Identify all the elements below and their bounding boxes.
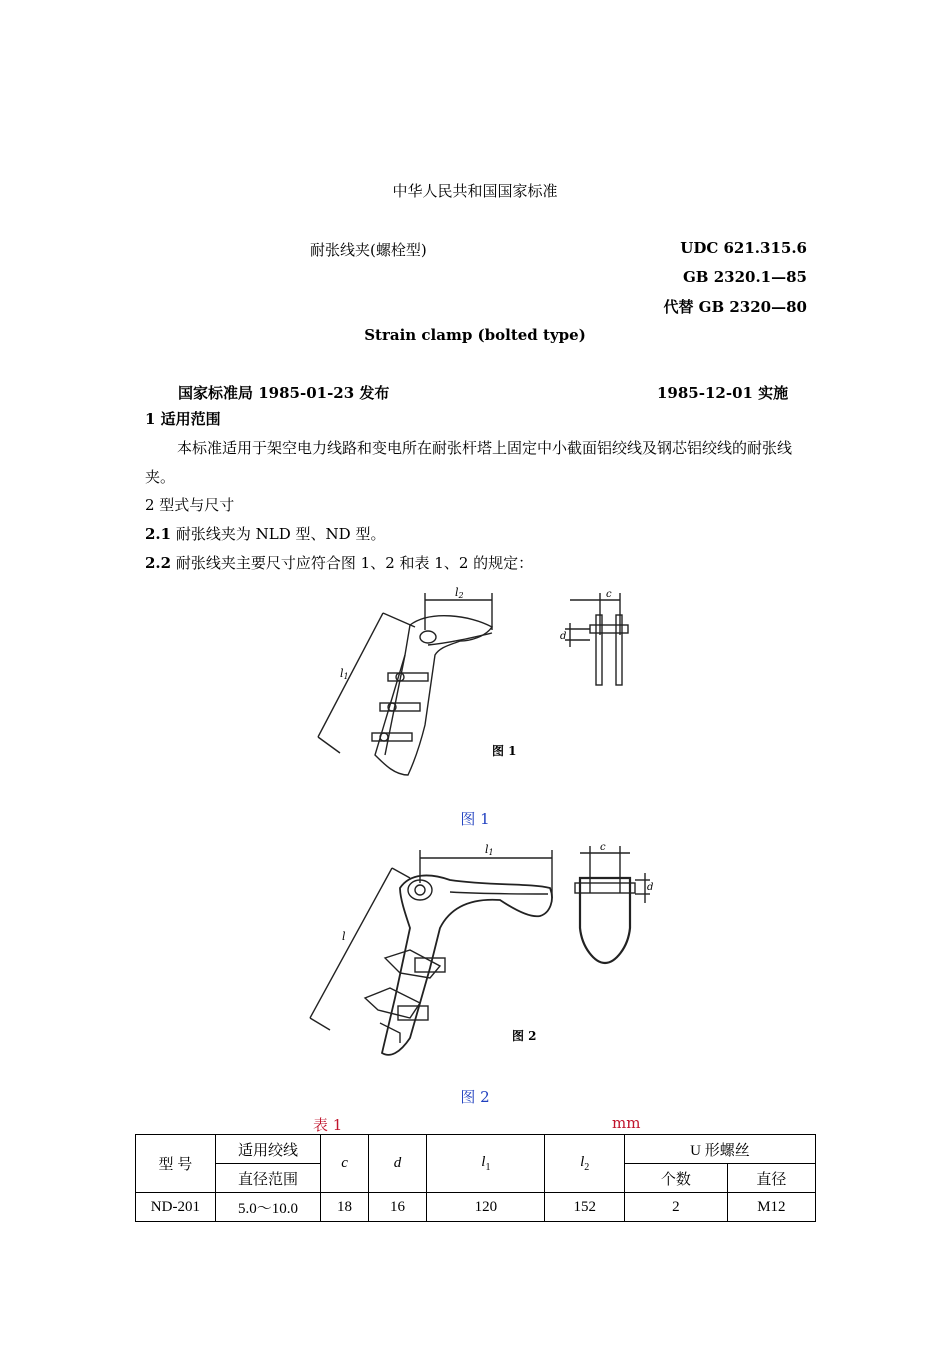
header-count: 个数 <box>624 1164 727 1193</box>
replaces-code: 代替 GB 2320—80 <box>663 298 807 316</box>
cell-model: ND-201 <box>136 1193 216 1222</box>
fig2-d-label: d <box>647 882 654 893</box>
header-model: 型 号 <box>136 1135 216 1193</box>
section-2-2-text: 耐张线夹主要尺寸应符合图 1、2 和表 1、2 的规定： <box>171 554 534 572</box>
section-2-1-text: 耐张线夹为 NLD 型、ND 型。 <box>171 525 386 543</box>
effective-date: 1985-12-01 实施 <box>657 384 789 402</box>
figure-2-drawing <box>300 838 670 1068</box>
section-2-1 <box>145 520 807 549</box>
cell-count: 2 <box>624 1193 727 1222</box>
cell-l1: 120 <box>427 1193 545 1222</box>
figure-1-caption: 图 1 <box>460 810 490 828</box>
fig2-l-label: l <box>342 930 346 943</box>
header-l2: $l_2$ <box>545 1135 624 1193</box>
header-l1: $l_1$ <box>427 1135 545 1193</box>
table-1-unit: mm <box>612 1114 641 1132</box>
cell-l2: 152 <box>545 1193 624 1222</box>
fig1-l2-label: l2 <box>455 586 464 600</box>
fig1-l1-label: l1 <box>340 667 349 681</box>
standard-name: 耐张线夹(螺栓型) <box>310 241 427 259</box>
issued-date: 国家标准局 1985-01-23 发布 <box>178 384 390 402</box>
dim-l1-line <box>318 613 383 737</box>
figure-1-drawing <box>300 585 650 790</box>
gb-code: GB 2320.1—85 <box>683 268 807 286</box>
udc-code: UDC 621.315.6 <box>680 239 807 257</box>
header-d: d <box>368 1135 427 1193</box>
table-1 <box>135 1134 816 1222</box>
header-dia: 直径 <box>727 1164 815 1193</box>
fig2-inner-label: 图 2 <box>512 1029 537 1043</box>
header-c: c <box>321 1135 368 1193</box>
document-title: 中华人民共和国国家标准 <box>392 182 558 200</box>
fig1-d-label: d <box>560 631 567 642</box>
cell-c: 18 <box>321 1193 368 1222</box>
figure-2-caption: 图 2 <box>460 1088 490 1106</box>
section-2-1-number: 2.1 <box>145 525 172 543</box>
section-2-2-number: 2.2 <box>145 554 172 572</box>
section-2-2 <box>145 549 807 578</box>
header-range-line1: 适用绞线 <box>215 1135 321 1164</box>
cell-d: 16 <box>368 1193 427 1222</box>
fig2-c-label: c <box>600 842 606 853</box>
table-row <box>136 1193 816 1222</box>
header-range-line2: 直径范围 <box>215 1164 321 1193</box>
fig1-inner-label: 图 1 <box>492 744 517 758</box>
section-1-title: 1 适用范围 <box>145 410 221 428</box>
cell-dia: M12 <box>727 1193 815 1222</box>
english-title: Strain clamp (bolted type) <box>364 326 586 344</box>
cell-range: 5.0～10.0 <box>215 1193 321 1222</box>
fig2-l1-label: l1 <box>485 843 494 857</box>
section-2-title: 2 型式与尺寸 <box>145 496 235 514</box>
section-1-text: 本标准适用于架空电力线路和变电所在耐张杆塔上固定中小截面铝绞线及钢芯铝绞线的耐张线夹。 <box>145 439 793 486</box>
table-1-title: 表 1 <box>313 1116 343 1134</box>
fig1-c-label: c <box>606 589 612 600</box>
header-ubolt: U 形螺丝 <box>624 1135 815 1164</box>
